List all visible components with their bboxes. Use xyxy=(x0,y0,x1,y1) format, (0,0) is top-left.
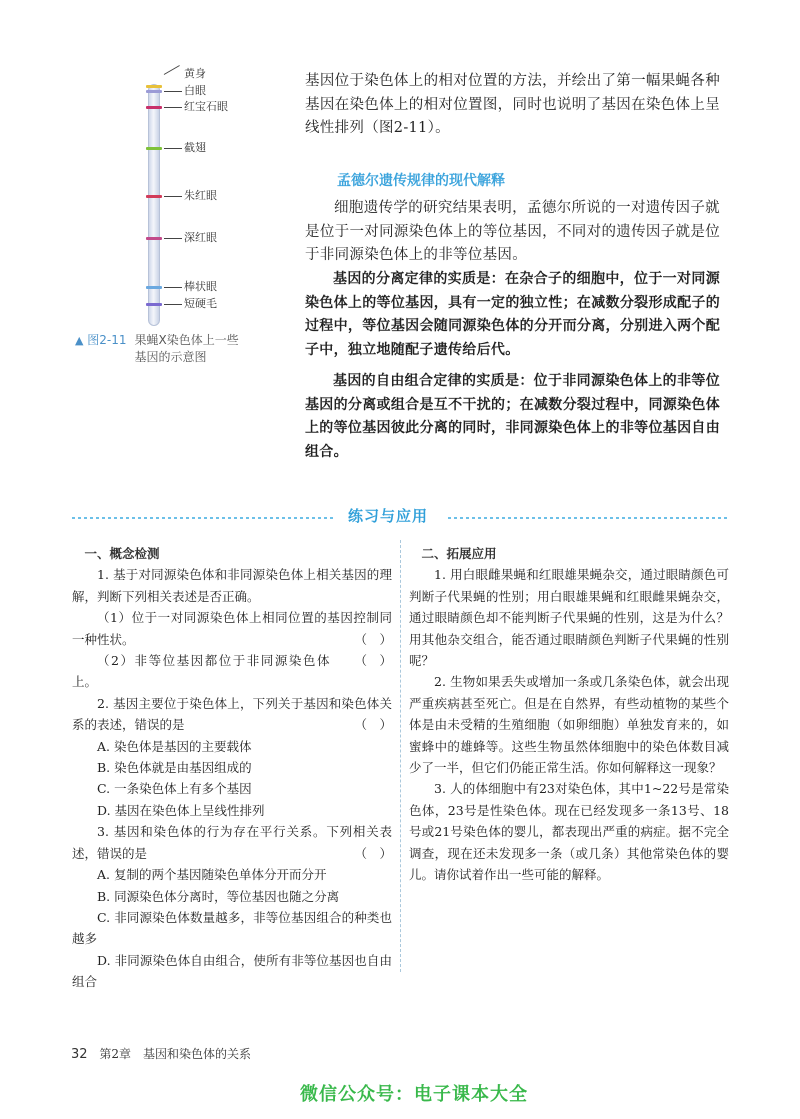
band-ruby-eye xyxy=(146,106,162,109)
gene-label-dark-red-eye: 深红眼 xyxy=(184,231,217,244)
q2-option-c: C. 一条染色体上有多个基因 xyxy=(97,781,252,797)
figure-caption-text: 果蝇X染色体上一些基因的示意图 xyxy=(134,333,239,364)
exercise-title: 练习与应用 xyxy=(348,507,429,525)
banner-rule-right xyxy=(448,517,730,519)
answer-bracket: （ ） xyxy=(354,631,392,647)
gene-label-cut-wing: 截翅 xyxy=(184,141,206,154)
page-footer xyxy=(71,1045,251,1062)
question-3: 3. 基因和染色体的行为存在平行关系。下列相关表述，错误的是 （ ） xyxy=(72,821,392,864)
band-vermilion-eye xyxy=(146,195,162,198)
band-yellow-body xyxy=(146,85,162,88)
chapter-title: 第2章 基因和染色体的关系 xyxy=(99,1047,252,1061)
question-2: 2. 基因主要位于染色体上，下列关于基因和染色体关系的表述，错误的是 （ ） xyxy=(72,693,392,736)
banner-rule-left xyxy=(72,517,336,519)
intro-paragraph: 基因位于染色体上的相对位置的方法，并绘出了第一幅果蝇各种基因在染色体上的相对位置图，同时也说明了基因在染色体上呈线性排列（图2-11）。 xyxy=(305,73,720,136)
band-white-eye xyxy=(146,90,162,93)
figure-caption xyxy=(75,332,275,366)
answer-bracket: （ ） xyxy=(354,653,392,669)
question-1-statement-1: （1）位于一对同源染色体上相同位置的基因控制同一种性状。 （ ） xyxy=(72,607,392,650)
question-1: 1. 基于对同源染色体和非同源染色体上相关基因的理解，判断下列相关表述是否正确。 xyxy=(72,567,392,604)
extension-question-2: 2. 生物如果丢失或增加一条或几条染色体，就会出现严重疾病甚至死亡。但是在自然界，有些动植物的某些个体是由未受精的生殖细胞（如卵细胞）单独发育来的，如蜜蜂中的雄蜂等。这些生物虽然体细胞中的染色体数目减少了一半，但它们仍能正常生活。你如何解释这一现象？ xyxy=(409,674,729,776)
extension-question-3: 3. 人的体细胞中有23对染色体，其中1~22号是常染色体，23号是性染色体。现在已经发现多一条13号、18号或21号染色体的婴儿，都表现出严重的病症。据不完全调查，现在还未发现多一条（或几条）其他常染色体的婴儿。请你试着作出一些可能的解释。 xyxy=(409,781,729,883)
q3-option-c: C. 非同源染色体数量越多，非等位基因组合的种类也越多 xyxy=(72,909,392,947)
gene-label-short-bristle: 短硬毛 xyxy=(184,297,217,310)
paragraph-assortment: 基因的自由组合定律的实质是：位于非同源染色体上的非等位基因的分离或组合是互不干扰的；在减数分裂过程中，同源染色体上的等位基因彼此分离的同时，非同源染色体上的非等位基因自由组合。 xyxy=(305,373,720,460)
triangle-marker-icon: ▲ xyxy=(75,334,84,347)
concept-check-heading: 一、概念检测 xyxy=(84,546,160,561)
band-dark-red-eye xyxy=(146,237,162,240)
q2-option-d: D. 基因在染色体上呈线性排列 xyxy=(97,802,265,818)
q3-option-d: D. 非同源染色体自由组合，使所有非等位基因也自由组合 xyxy=(72,952,392,990)
band-bar-eye xyxy=(146,286,162,289)
q3-option-a: A. 复制的两个基因随染色单体分开而分开 xyxy=(97,867,327,883)
question-1-statement-2: （2）非等位基因都位于非同源染色体上。 （ ） xyxy=(72,650,392,693)
column-divider xyxy=(400,540,401,972)
extension-column xyxy=(409,543,729,886)
q2-option-a: A. 染色体是基因的主要载体 xyxy=(97,738,252,754)
wechat-watermark: 微信公众号：电子课本大全 xyxy=(300,1084,528,1105)
answer-bracket: （ ） xyxy=(354,845,392,861)
answer-bracket: （ ） xyxy=(354,717,392,733)
extension-question-1: 1. 用白眼雌果蝇和红眼雄果蝇杂交，通过眼睛颜色可判断子代果蝇的性别；用白眼雄果蝇和红眼雌果蝇杂交，通过眼睛颜色却不能判断子代果蝇的性别，这是为什么？用其他杂交组合，能否通过眼睛颜色判断子代果蝇的性别呢？ xyxy=(409,567,729,669)
q2-option-b: B. 染色体就是由基因组成的 xyxy=(97,760,252,776)
band-short-bristle xyxy=(146,303,162,306)
section-heading: 孟德尔遗传规律的现代解释 xyxy=(337,173,505,189)
gene-label-ruby-eye: 红宝石眼 xyxy=(184,100,228,113)
x-chromosome xyxy=(148,84,160,326)
band-cut-wing xyxy=(146,147,162,150)
page-number: 32 xyxy=(71,1047,88,1062)
gene-label-bar-eye: 棒状眼 xyxy=(184,280,217,293)
paragraph-segregation: 基因的分离定律的实质是：在杂合子的细胞中，位于一对同源染色体上的等位基因，具有一定的独立性；在减数分裂形成配子的过程中，等位基因会随同源染色体的分开而分离，分别进入两个配子中，独立地随配子遗传给后代。 xyxy=(305,271,720,358)
gene-label-vermilion-eye: 朱红眼 xyxy=(184,189,217,202)
paragraph-cytology: 细胞遗传学的研究结果表明，孟德尔所说的一对遗传因子就是位于一对同源染色体上的等位基因，不同对的遗传因子就是位于非同源染色体上的非等位基因。 xyxy=(305,200,720,263)
concept-check-column xyxy=(72,543,392,993)
gene-label-white-eye: 白眼 xyxy=(184,84,206,97)
extension-heading: 二、拓展应用 xyxy=(421,546,497,561)
gene-label-yellow-body: 黄身 xyxy=(184,67,206,80)
figure-number: 图2-11 xyxy=(87,333,127,347)
q3-option-b: B. 同源染色体分离时，等位基因也随之分离 xyxy=(97,888,340,904)
chromosome-figure xyxy=(60,60,300,340)
